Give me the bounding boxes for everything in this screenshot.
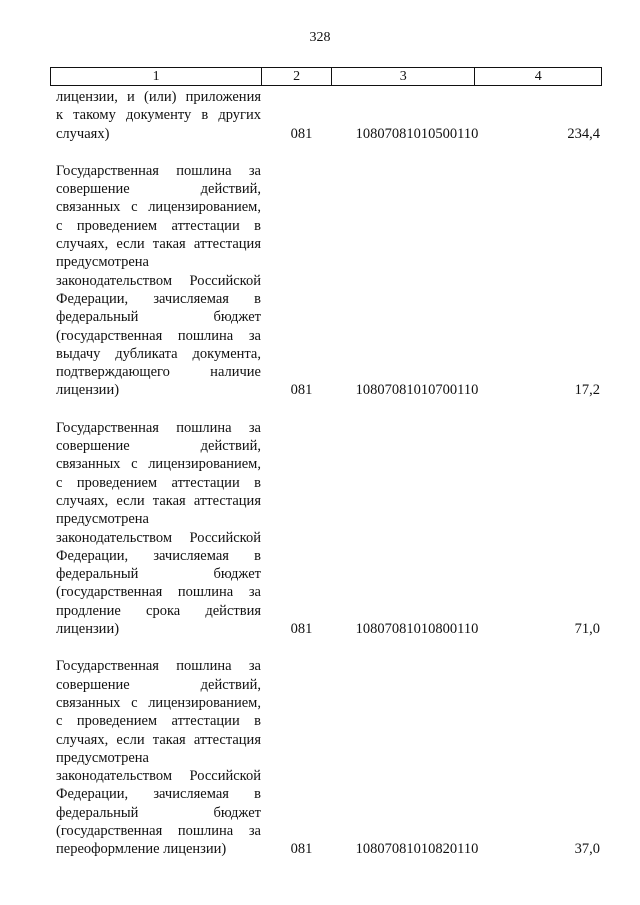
description-line: подтверждающего наличие [56,364,261,381]
row-amount: 37,0 [574,841,600,858]
row-amount: 71,0 [574,621,600,638]
description-line: Государственная пошлина за [56,658,261,675]
description-line: предусмотрена [56,749,149,766]
header-col-1: 1 [51,68,262,85]
header-col-2: 2 [262,68,332,85]
description-line: случаях, если такая аттестация [56,236,261,253]
row-amount: 234,4 [567,125,600,142]
description-line: законодательством Российской [56,768,261,785]
description-line: случаях) [56,125,110,142]
row-budget-code: 10807081010700110 [355,382,479,399]
description-line: с проведением аттестации в [56,713,261,730]
description-line: связанных с лицензированием, [56,694,261,711]
row-description [56,88,261,143]
table-body [56,88,600,859]
description-line: законодательством Российской [56,529,261,546]
description-line: (государственная пошлина за [56,327,261,344]
description-line: лицензии) [56,621,120,638]
description-line: Федерации, зачисляемая в [56,547,261,564]
row-budget-code: 10807081010500110 [355,125,479,142]
row-amount: 17,2 [574,382,600,399]
description-line: случаях, если такая аттестация [56,731,261,748]
row-description [56,657,261,858]
row-description [56,162,261,400]
description-line: с проведением аттестации в [56,474,261,491]
description-line: федеральный бюджет [56,309,261,326]
description-line: случаях, если такая аттестация [56,492,261,509]
description-line: совершение действий, [56,676,261,693]
row-admin-code: 081 [290,125,313,142]
description-line: переоформление лицензии) [56,841,227,858]
description-line: Государственная пошлина за [56,419,261,436]
description-line: связанных с лицензированием, [56,199,261,216]
description-line: совершение действий, [56,438,261,455]
description-line: с проведением аттестации в [56,217,261,234]
description-line: предусмотрена [56,254,149,271]
description-line: лицензии) [56,382,120,399]
row-admin-code: 081 [290,621,313,638]
table-header [50,67,602,86]
description-line: выдачу дубликата документа, [56,345,261,362]
table-row [56,419,600,639]
header-col-3: 3 [332,68,475,85]
description-line: федеральный бюджет [56,804,261,821]
table-row [56,162,600,400]
row-description [56,419,261,639]
description-line: (государственная пошлина за [56,584,261,601]
description-line: (государственная пошлина за [56,822,261,839]
description-line: федеральный бюджет [56,566,261,583]
page-number: 328 [309,30,331,45]
header-col-4: 4 [534,68,542,84]
row-admin-code: 081 [290,382,313,399]
description-line: лицензии, и (или) приложения [56,89,261,105]
description-line: Федерации, зачисляемая в [56,290,261,307]
row-admin-code: 081 [290,841,313,858]
description-line: законодательством Российской [56,272,261,289]
description-line: предусмотрена [56,511,149,528]
row-budget-code: 10807081010800110 [355,621,479,638]
row-budget-code: 10807081010820110 [355,841,479,858]
table-row [56,88,600,143]
description-line: совершение действий, [56,181,261,198]
description-line: к такому документу в других [56,107,261,124]
description-line: Федерации, зачисляемая в [56,786,261,803]
description-line: продление срока действия [56,602,261,619]
table-row [56,657,600,858]
description-line: связанных с лицензированием, [56,456,261,473]
description-line: Государственная пошлина за [56,162,261,179]
